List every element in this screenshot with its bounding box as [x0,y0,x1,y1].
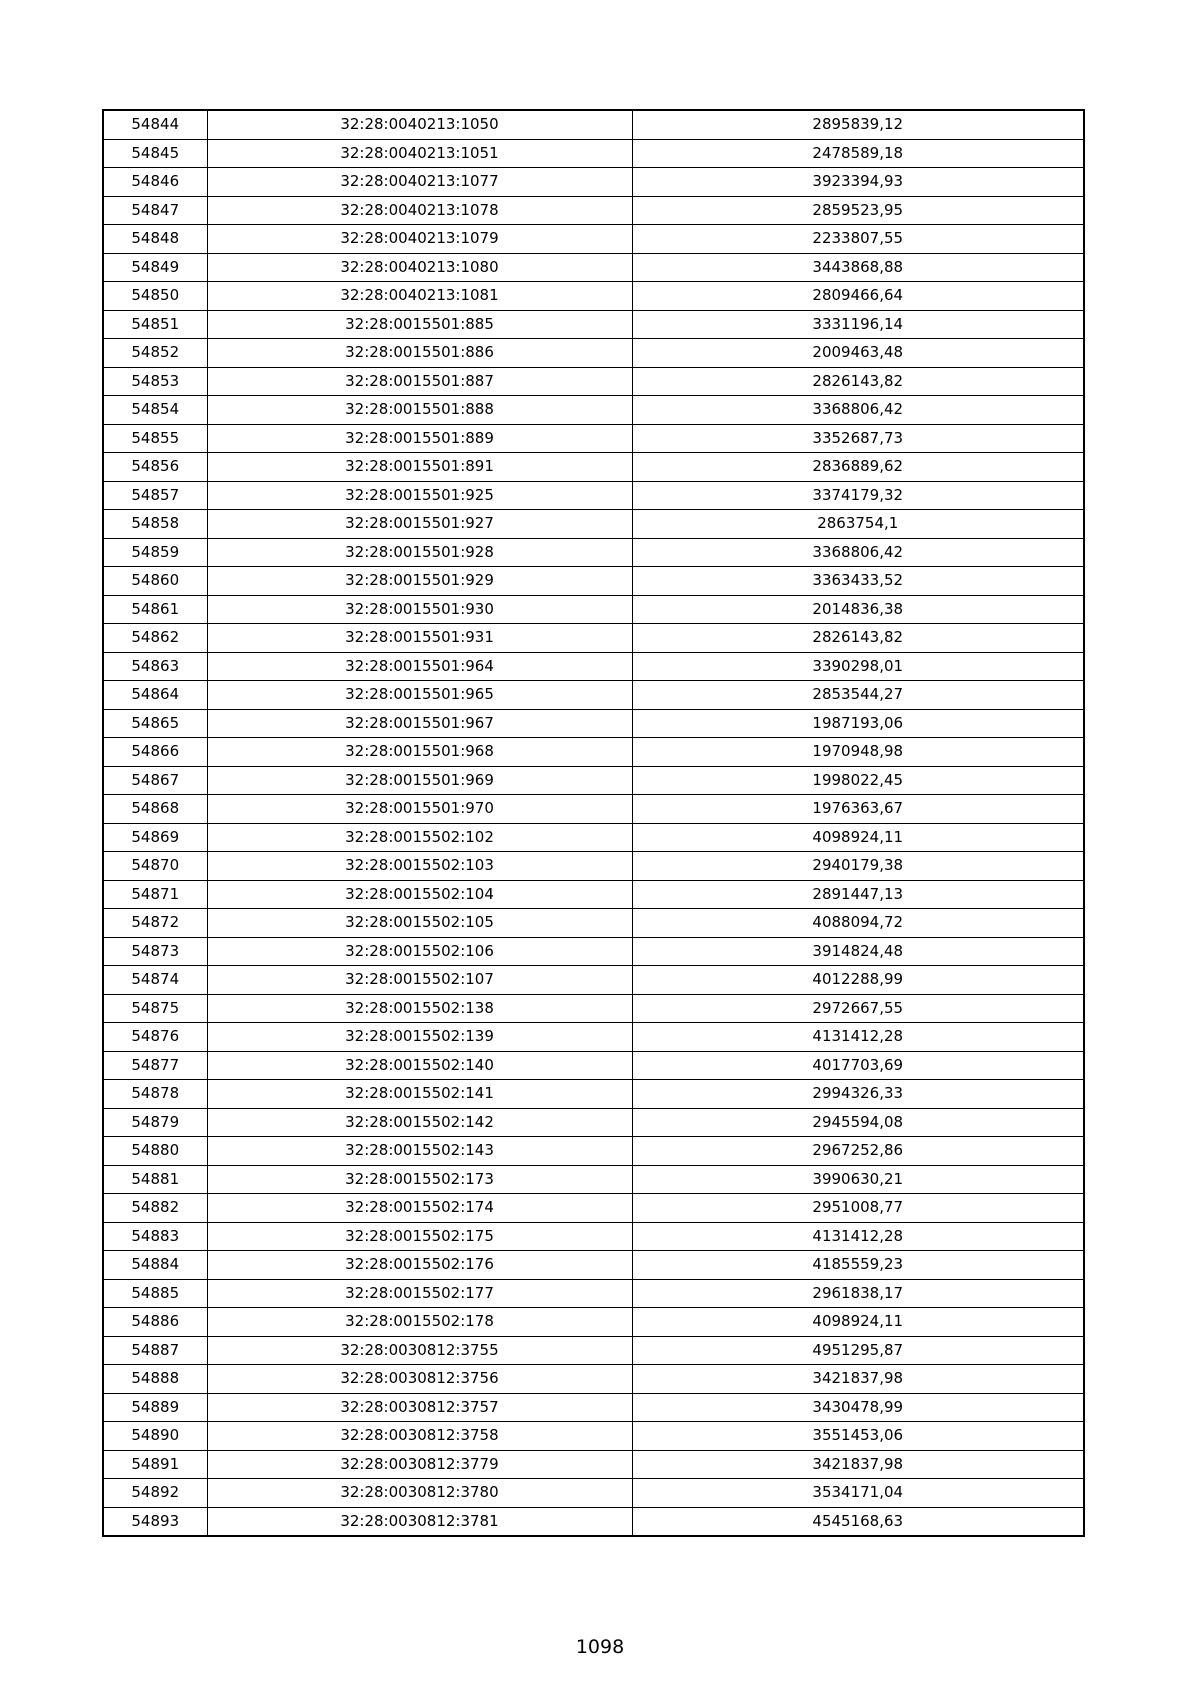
table-row [103,168,1084,197]
cadastral-number-cell: 32:28:0015501:889 [207,424,632,453]
row-number-cell: 54893 [103,1507,207,1536]
value-cell: 3363433,52 [632,567,1084,596]
cadastral-number-cell: 32:28:0015501:886 [207,339,632,368]
row-number-cell: 54849 [103,253,207,282]
table-row [103,1393,1084,1422]
cadastral-number-cell: 32:28:0015502:173 [207,1165,632,1194]
value-cell: 3331196,14 [632,310,1084,339]
row-number-cell: 54888 [103,1365,207,1394]
row-number-cell: 54874 [103,966,207,995]
table-row [103,453,1084,482]
value-cell: 2233807,55 [632,225,1084,254]
row-number-cell: 54882 [103,1194,207,1223]
cadastral-number-cell: 32:28:0015502:143 [207,1137,632,1166]
table-row [103,1308,1084,1337]
table-row [103,1450,1084,1479]
cadastral-number-cell: 32:28:0015501:885 [207,310,632,339]
value-cell: 2951008,77 [632,1194,1084,1223]
row-number-cell: 54892 [103,1479,207,1508]
value-cell: 4088094,72 [632,909,1084,938]
value-cell: 2853544,27 [632,681,1084,710]
table-row [103,1023,1084,1052]
value-cell: 3368806,42 [632,538,1084,567]
table-row [103,681,1084,710]
cadastral-number-cell: 32:28:0015502:107 [207,966,632,995]
value-cell: 4131412,28 [632,1023,1084,1052]
row-number-cell: 54887 [103,1336,207,1365]
cadastral-number-cell: 32:28:0015502:139 [207,1023,632,1052]
table-row [103,225,1084,254]
value-cell: 3914824,48 [632,937,1084,966]
table-row [103,481,1084,510]
row-number-cell: 54876 [103,1023,207,1052]
value-cell: 2826143,82 [632,624,1084,653]
value-cell: 4545168,63 [632,1507,1084,1536]
table-row [103,1137,1084,1166]
cadastral-number-cell: 32:28:0015501:964 [207,652,632,681]
cadastral-number-cell: 32:28:0015501:891 [207,453,632,482]
value-cell: 2826143,82 [632,367,1084,396]
row-number-cell: 54871 [103,880,207,909]
value-cell: 1976363,67 [632,795,1084,824]
value-cell: 2895839,12 [632,110,1084,139]
row-number-cell: 54848 [103,225,207,254]
cadastral-number-cell: 32:28:0040213:1078 [207,196,632,225]
row-number-cell: 54867 [103,766,207,795]
value-cell: 2961838,17 [632,1279,1084,1308]
table-row [103,823,1084,852]
cadastral-number-cell: 32:28:0015501:970 [207,795,632,824]
value-cell: 2891447,13 [632,880,1084,909]
row-number-cell: 54870 [103,852,207,881]
row-number-cell: 54869 [103,823,207,852]
cadastral-number-cell: 32:28:0015501:967 [207,709,632,738]
cadastral-number-cell: 32:28:0015502:140 [207,1051,632,1080]
cadastral-number-cell: 32:28:0040213:1081 [207,282,632,311]
value-cell: 4012288,99 [632,966,1084,995]
table-row [103,567,1084,596]
cadastral-number-cell: 32:28:0015502:142 [207,1108,632,1137]
row-number-cell: 54885 [103,1279,207,1308]
value-cell: 3534171,04 [632,1479,1084,1508]
cadastral-number-cell: 32:28:0015502:102 [207,823,632,852]
table-row [103,253,1084,282]
value-cell: 4185559,23 [632,1251,1084,1280]
row-number-cell: 54875 [103,994,207,1023]
table-row [103,510,1084,539]
table-row [103,1108,1084,1137]
table-row [103,652,1084,681]
row-number-cell: 54845 [103,139,207,168]
value-cell: 3352687,73 [632,424,1084,453]
cadastral-number-cell: 32:28:0040213:1079 [207,225,632,254]
table-row [103,966,1084,995]
value-cell: 2009463,48 [632,339,1084,368]
row-number-cell: 54851 [103,310,207,339]
value-cell: 2836889,62 [632,453,1084,482]
row-number-cell: 54858 [103,510,207,539]
cadastral-number-cell: 32:28:0015501:968 [207,738,632,767]
row-number-cell: 54853 [103,367,207,396]
table-row [103,624,1084,653]
table-row [103,1507,1084,1536]
row-number-cell: 54880 [103,1137,207,1166]
row-number-cell: 54854 [103,396,207,425]
row-number-cell: 54868 [103,795,207,824]
table-row [103,766,1084,795]
table-row [103,880,1084,909]
row-number-cell: 54847 [103,196,207,225]
cadastral-number-cell: 32:28:0030812:3755 [207,1336,632,1365]
cadastral-number-cell: 32:28:0015501:969 [207,766,632,795]
row-number-cell: 54889 [103,1393,207,1422]
row-number-cell: 54886 [103,1308,207,1337]
value-cell: 3374179,32 [632,481,1084,510]
table-row [103,795,1084,824]
table-row [103,1251,1084,1280]
table-row [103,1365,1084,1394]
value-cell: 3551453,06 [632,1422,1084,1451]
row-number-cell: 54861 [103,595,207,624]
cadastral-number-cell: 32:28:0015502:105 [207,909,632,938]
table-row [103,1479,1084,1508]
table-row [103,339,1084,368]
cadastral-number-cell: 32:28:0015502:174 [207,1194,632,1223]
value-cell: 2478589,18 [632,139,1084,168]
cadastral-number-cell: 32:28:0015501:887 [207,367,632,396]
row-number-cell: 54855 [103,424,207,453]
row-number-cell: 54878 [103,1080,207,1109]
value-cell: 4098924,11 [632,823,1084,852]
table-row [103,538,1084,567]
table-row [103,852,1084,881]
table-row [103,1336,1084,1365]
table-row [103,310,1084,339]
value-cell: 2859523,95 [632,196,1084,225]
table-body [103,110,1084,1536]
row-number-cell: 54879 [103,1108,207,1137]
row-number-cell: 54890 [103,1422,207,1451]
table-row [103,1051,1084,1080]
value-cell: 2014836,38 [632,595,1084,624]
row-number-cell: 54883 [103,1222,207,1251]
table-row [103,1222,1084,1251]
cadastral-number-cell: 32:28:0030812:3756 [207,1365,632,1394]
table-row [103,1279,1084,1308]
table-row [103,709,1084,738]
row-number-cell: 54856 [103,453,207,482]
row-number-cell: 54844 [103,110,207,139]
cadastral-number-cell: 32:28:0015501:931 [207,624,632,653]
row-number-cell: 54846 [103,168,207,197]
value-cell: 2972667,55 [632,994,1084,1023]
row-number-cell: 54864 [103,681,207,710]
cadastral-number-cell: 32:28:0015501:930 [207,595,632,624]
row-number-cell: 54866 [103,738,207,767]
cadastral-number-cell: 32:28:0015502:176 [207,1251,632,1280]
cadastral-number-cell: 32:28:0015501:925 [207,481,632,510]
cadastral-number-cell: 32:28:0015501:928 [207,538,632,567]
cadastral-number-cell: 32:28:0015502:175 [207,1222,632,1251]
value-cell: 3390298,01 [632,652,1084,681]
cadastral-number-cell: 32:28:0015502:104 [207,880,632,909]
value-cell: 2967252,86 [632,1137,1084,1166]
data-table [102,109,1085,1537]
table-row [103,595,1084,624]
cadastral-number-cell: 32:28:0040213:1080 [207,253,632,282]
cadastral-number-cell: 32:28:0040213:1050 [207,110,632,139]
value-cell: 3421837,98 [632,1450,1084,1479]
cadastral-number-cell: 32:28:0015502:177 [207,1279,632,1308]
row-number-cell: 54850 [103,282,207,311]
cadastral-number-cell: 32:28:0030812:3780 [207,1479,632,1508]
cadastral-number-cell: 32:28:0015502:103 [207,852,632,881]
value-cell: 3990630,21 [632,1165,1084,1194]
table-row [103,396,1084,425]
table-row [103,424,1084,453]
value-cell: 1998022,45 [632,766,1084,795]
table-row [103,110,1084,139]
page-number: 1098 [575,1636,625,1658]
table-row [103,937,1084,966]
row-number-cell: 54872 [103,909,207,938]
value-cell: 2945594,08 [632,1108,1084,1137]
row-number-cell: 54857 [103,481,207,510]
cadastral-number-cell: 32:28:0015502:141 [207,1080,632,1109]
cadastral-number-cell: 32:28:0040213:1077 [207,168,632,197]
table-row [103,994,1084,1023]
table-row [103,282,1084,311]
value-cell: 3923394,93 [632,168,1084,197]
table-row [103,1194,1084,1223]
table-row [103,367,1084,396]
cadastral-number-cell: 32:28:0015502:178 [207,1308,632,1337]
value-cell: 1987193,06 [632,709,1084,738]
row-number-cell: 54884 [103,1251,207,1280]
table-row [103,196,1084,225]
value-cell: 2994326,33 [632,1080,1084,1109]
cadastral-number-cell: 32:28:0015502:106 [207,937,632,966]
value-cell: 3443868,88 [632,253,1084,282]
row-number-cell: 54891 [103,1450,207,1479]
table-row [103,1422,1084,1451]
row-number-cell: 54865 [103,709,207,738]
value-cell: 2809466,64 [632,282,1084,311]
row-number-cell: 54860 [103,567,207,596]
row-number-cell: 54862 [103,624,207,653]
cadastral-number-cell: 32:28:0015501:929 [207,567,632,596]
table-row [103,738,1084,767]
cadastral-number-cell: 32:28:0040213:1051 [207,139,632,168]
cadastral-number-cell: 32:28:0030812:3779 [207,1450,632,1479]
row-number-cell: 54859 [103,538,207,567]
table-row [103,909,1084,938]
value-cell: 3421837,98 [632,1365,1084,1394]
row-number-cell: 54881 [103,1165,207,1194]
cadastral-number-cell: 32:28:0015501:927 [207,510,632,539]
cadastral-number-cell: 32:28:0015502:138 [207,994,632,1023]
table-row [103,1080,1084,1109]
value-cell: 2940179,38 [632,852,1084,881]
table-row [103,1165,1084,1194]
value-cell: 3368806,42 [632,396,1084,425]
cadastral-number-cell: 32:28:0015501:888 [207,396,632,425]
row-number-cell: 54863 [103,652,207,681]
row-number-cell: 54877 [103,1051,207,1080]
row-number-cell: 54873 [103,937,207,966]
value-cell: 4098924,11 [632,1308,1084,1337]
cadastral-number-cell: 32:28:0015501:965 [207,681,632,710]
cadastral-number-cell: 32:28:0030812:3758 [207,1422,632,1451]
cadastral-number-cell: 32:28:0030812:3757 [207,1393,632,1422]
cadastral-number-cell: 32:28:0030812:3781 [207,1507,632,1536]
value-cell: 1970948,98 [632,738,1084,767]
value-cell: 3430478,99 [632,1393,1084,1422]
table-row [103,139,1084,168]
row-number-cell: 54852 [103,339,207,368]
value-cell: 2863754,1 [632,510,1084,539]
value-cell: 4017703,69 [632,1051,1084,1080]
value-cell: 4131412,28 [632,1222,1084,1251]
value-cell: 4951295,87 [632,1336,1084,1365]
